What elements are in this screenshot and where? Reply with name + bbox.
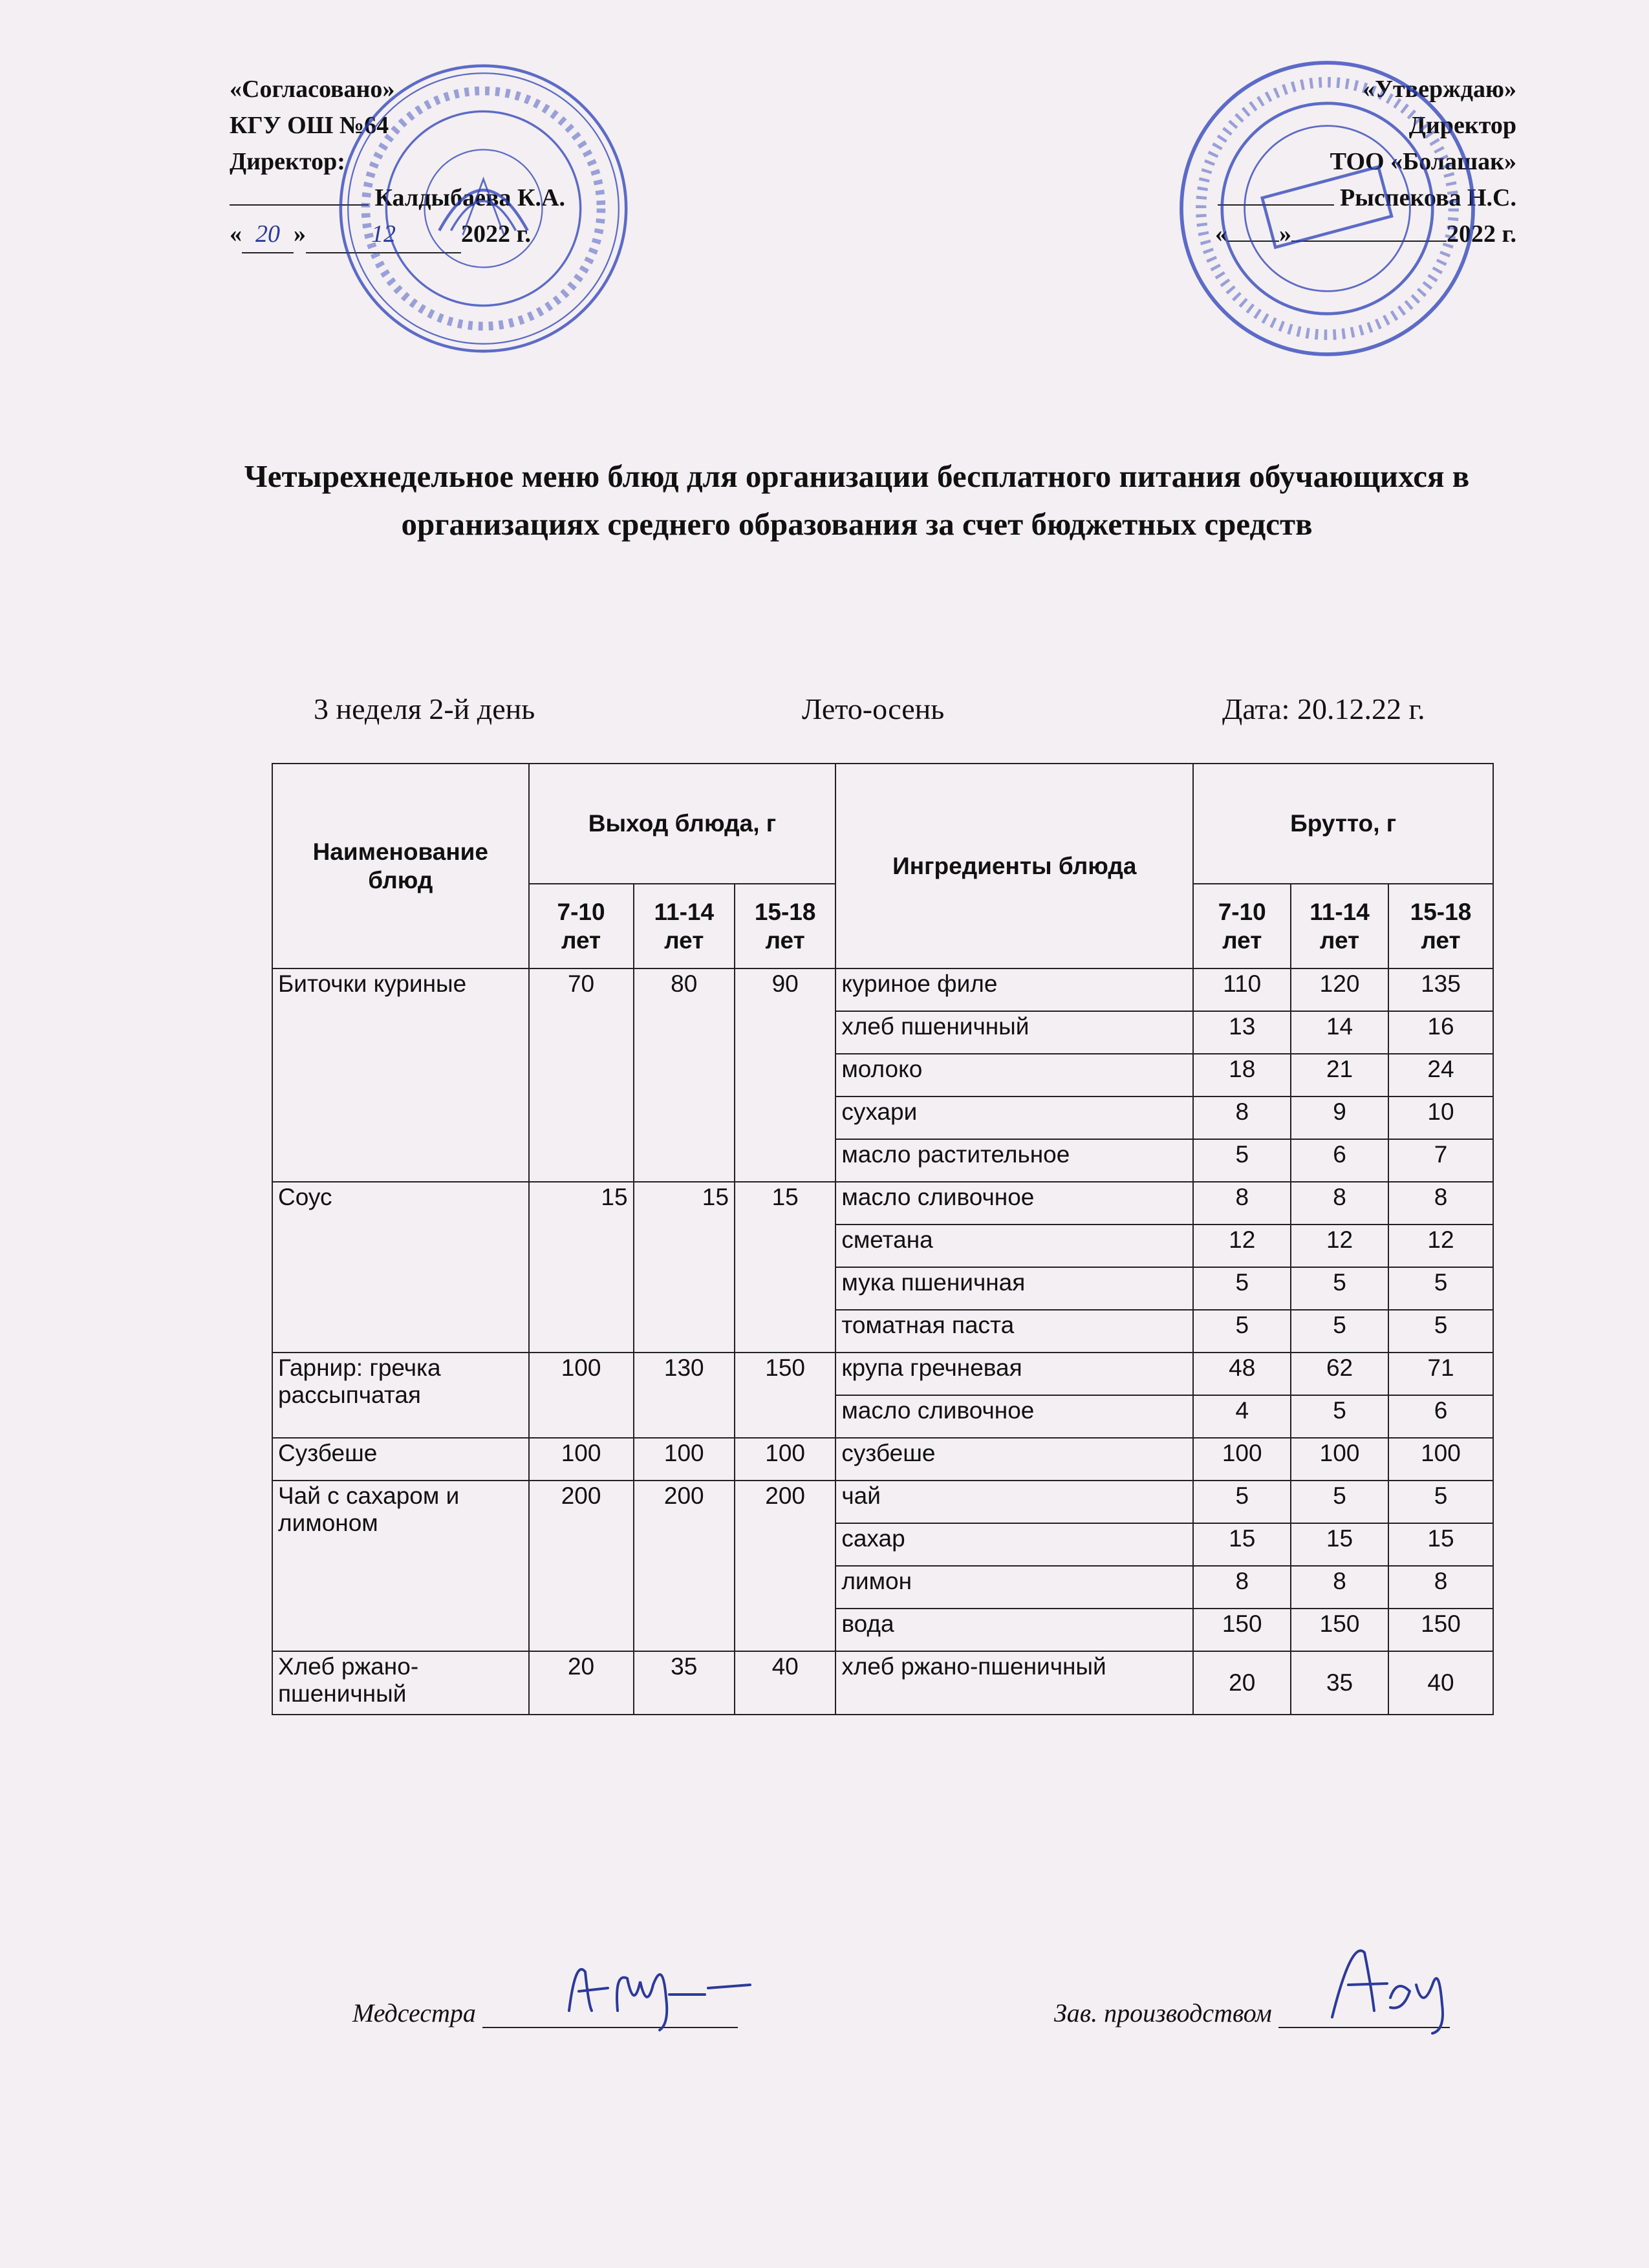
school-seal-stamp	[336, 61, 630, 356]
gross-11-14: 5	[1291, 1481, 1388, 1523]
ingredient-name: масло сливочное	[835, 1395, 1193, 1438]
dish-name: Гарнир: гречка рассыпчатая	[272, 1353, 529, 1438]
dish-output-7-10: 100	[529, 1353, 634, 1438]
table-row	[272, 1353, 1493, 1395]
dish-output-7-10: 15	[529, 1182, 634, 1353]
gross-15-18: 8	[1388, 1566, 1493, 1609]
gross-11-14: 8	[1291, 1566, 1388, 1609]
gross-15-18: 7	[1388, 1139, 1493, 1182]
gross-15-18: 100	[1388, 1438, 1493, 1481]
ingredient-name: куриное филе	[835, 968, 1193, 1011]
gross-7-10: 5	[1193, 1310, 1291, 1353]
dish-output-11-14: 100	[634, 1438, 735, 1481]
header-output: Выход блюда, г	[529, 764, 836, 884]
gross-7-10: 8	[1193, 1182, 1291, 1225]
dish-output-15-18: 150	[735, 1353, 835, 1438]
gross-15-18: 5	[1388, 1310, 1493, 1353]
gross-15-18: 5	[1388, 1267, 1493, 1310]
header-gross: Брутто, г	[1193, 764, 1493, 884]
dish-name: Сузбеше	[272, 1438, 529, 1481]
head-of-production-label: Зав. производством	[1054, 1998, 1272, 2027]
ingredient-name: чай	[835, 1481, 1193, 1523]
gross-7-10: 8	[1193, 1566, 1291, 1609]
gross-15-18: 71	[1388, 1353, 1493, 1395]
dish-output-11-14: 130	[634, 1353, 735, 1438]
ingredient-name: хлеб пшеничный	[835, 1011, 1193, 1054]
gross-15-18: 16	[1388, 1011, 1493, 1054]
ingredient-name: вода	[835, 1609, 1193, 1651]
agreed-director-name: Калдыбаева К.А.	[374, 184, 565, 211]
header-output-age-15-18: 15-18 лет	[735, 884, 835, 968]
header-ingredients: Ингредиенты блюда	[835, 764, 1193, 968]
table-row	[272, 968, 1493, 1011]
ingredient-name: сахар	[835, 1523, 1193, 1566]
gross-7-10: 5	[1193, 1267, 1291, 1310]
approved-date: « » 2022 г.	[1215, 220, 1516, 248]
dish-name: Биточки куриные	[272, 968, 529, 1182]
header-gross-age-15-18: 15-18 лет	[1388, 884, 1493, 968]
gross-7-10: 18	[1193, 1054, 1291, 1097]
gross-11-14: 5	[1291, 1395, 1388, 1438]
gross-11-14: 35	[1291, 1651, 1388, 1715]
agreed-date-year: 2022 г.	[461, 220, 531, 248]
gross-15-18: 6	[1388, 1395, 1493, 1438]
dish-output-7-10: 70	[529, 968, 634, 1182]
dish-output-11-14: 80	[634, 968, 735, 1182]
agreed-date-month: 12	[306, 216, 461, 253]
dish-output-15-18: 200	[735, 1481, 835, 1651]
gross-15-18: 8	[1388, 1182, 1493, 1225]
gross-15-18: 40	[1388, 1651, 1493, 1715]
ingredient-name: сузбеше	[835, 1438, 1193, 1481]
dish-output-15-18: 15	[735, 1182, 835, 1353]
nurse-handwritten-signature	[556, 1933, 770, 2037]
gross-11-14: 5	[1291, 1267, 1388, 1310]
approved-director-name: Рыспекова Н.С.	[1340, 184, 1516, 211]
dish-output-11-14: 200	[634, 1481, 735, 1651]
ingredient-name: хлеб ржано-пшеничный	[835, 1651, 1193, 1715]
gross-11-14: 6	[1291, 1139, 1388, 1182]
gross-11-14: 9	[1291, 1097, 1388, 1139]
header-gross-age-7-10: 7-10 лет	[1193, 884, 1291, 968]
agreed-position: Директор:	[230, 148, 345, 175]
gross-15-18: 12	[1388, 1225, 1493, 1267]
gross-11-14: 5	[1291, 1310, 1388, 1353]
header-dish-name: Наименование блюд	[272, 764, 529, 968]
gross-15-18: 150	[1388, 1609, 1493, 1651]
table-row	[272, 1651, 1493, 1715]
gross-7-10: 4	[1193, 1395, 1291, 1438]
dish-output-7-10: 20	[529, 1651, 634, 1715]
ingredient-name: сметана	[835, 1225, 1193, 1267]
header-output-age-11-14: 11-14 лет	[634, 884, 735, 968]
gross-7-10: 20	[1193, 1651, 1291, 1715]
nurse-label: Медсестра	[352, 1998, 476, 2027]
gross-11-14: 120	[1291, 968, 1388, 1011]
approved-organization: ТОО «Болашак»	[1330, 148, 1516, 175]
head-of-production-handwritten-signature	[1326, 1927, 1487, 2037]
gross-15-18: 15	[1388, 1523, 1493, 1566]
gross-7-10: 150	[1193, 1609, 1291, 1651]
approved-position: Директор	[1408, 112, 1516, 139]
dish-output-11-14: 35	[634, 1651, 735, 1715]
header-gross-age-11-14: 11-14 лет	[1291, 884, 1388, 968]
gross-7-10: 5	[1193, 1481, 1291, 1523]
gross-11-14: 62	[1291, 1353, 1388, 1395]
table-row	[272, 1182, 1493, 1225]
ingredient-name: сухари	[835, 1097, 1193, 1139]
dish-name: Чай с сахаром и лимоном	[272, 1481, 529, 1651]
ingredient-name: крупа гречневая	[835, 1353, 1193, 1395]
gross-11-14: 15	[1291, 1523, 1388, 1566]
ingredient-name: томатная паста	[835, 1310, 1193, 1353]
gross-15-18: 5	[1388, 1481, 1493, 1523]
ingredient-name: лимон	[835, 1566, 1193, 1609]
gross-11-14: 8	[1291, 1182, 1388, 1225]
dish-output-7-10: 200	[529, 1481, 634, 1651]
menu-date: Дата: 20.12.22 г.	[1222, 692, 1425, 725]
gross-11-14: 150	[1291, 1609, 1388, 1651]
table-row	[272, 1438, 1493, 1481]
agreed-heading: «Согласовано»	[230, 76, 395, 103]
document-title: Четырехнедельное меню блюд для организации бесплатного питания обучающихся в организациях среднего образования за счет бюджетных средств	[244, 458, 1470, 542]
approved-heading: «Утверждаю»	[1363, 76, 1516, 103]
gross-7-10: 13	[1193, 1011, 1291, 1054]
dish-output-15-18: 100	[735, 1438, 835, 1481]
gross-15-18: 24	[1388, 1054, 1493, 1097]
table-row	[272, 1481, 1493, 1523]
gross-11-14: 100	[1291, 1438, 1388, 1481]
dish-output-15-18: 40	[735, 1651, 835, 1715]
gross-15-18: 135	[1388, 968, 1493, 1011]
ingredient-name: мука пшеничная	[835, 1267, 1193, 1310]
gross-7-10: 48	[1193, 1353, 1291, 1395]
dish-name: Хлеб ржано-пшеничный	[272, 1651, 529, 1715]
gross-11-14: 14	[1291, 1011, 1388, 1054]
dish-output-11-14: 15	[634, 1182, 735, 1353]
season-label: Лето-осень	[802, 692, 945, 725]
dish-output-15-18: 90	[735, 968, 835, 1182]
gross-7-10: 110	[1193, 968, 1291, 1011]
gross-15-18: 10	[1388, 1097, 1493, 1139]
dish-output-7-10: 100	[529, 1438, 634, 1481]
approved-date-year: 2022 г.	[1447, 220, 1516, 248]
week-day-label: 3 неделя 2-й день	[314, 692, 535, 725]
gross-7-10: 100	[1193, 1438, 1291, 1481]
gross-11-14: 21	[1291, 1054, 1388, 1097]
agreed-date: « 20 » 12 2022 г.	[230, 216, 630, 253]
gross-11-14: 12	[1291, 1225, 1388, 1267]
header-output-age-7-10: 7-10 лет	[529, 884, 634, 968]
company-seal-stamp	[1177, 58, 1478, 359]
gross-7-10: 12	[1193, 1225, 1291, 1267]
ingredient-name: масло растительное	[835, 1139, 1193, 1182]
agreed-date-day: 20	[242, 216, 294, 253]
dish-name: Соус	[272, 1182, 529, 1353]
gross-7-10: 5	[1193, 1139, 1291, 1182]
menu-table	[272, 763, 1494, 1715]
ingredient-name: масло сливочное	[835, 1182, 1193, 1225]
agreed-organization: КГУ ОШ №64	[230, 112, 389, 139]
gross-7-10: 15	[1193, 1523, 1291, 1566]
ingredient-name: молоко	[835, 1054, 1193, 1097]
gross-7-10: 8	[1193, 1097, 1291, 1139]
